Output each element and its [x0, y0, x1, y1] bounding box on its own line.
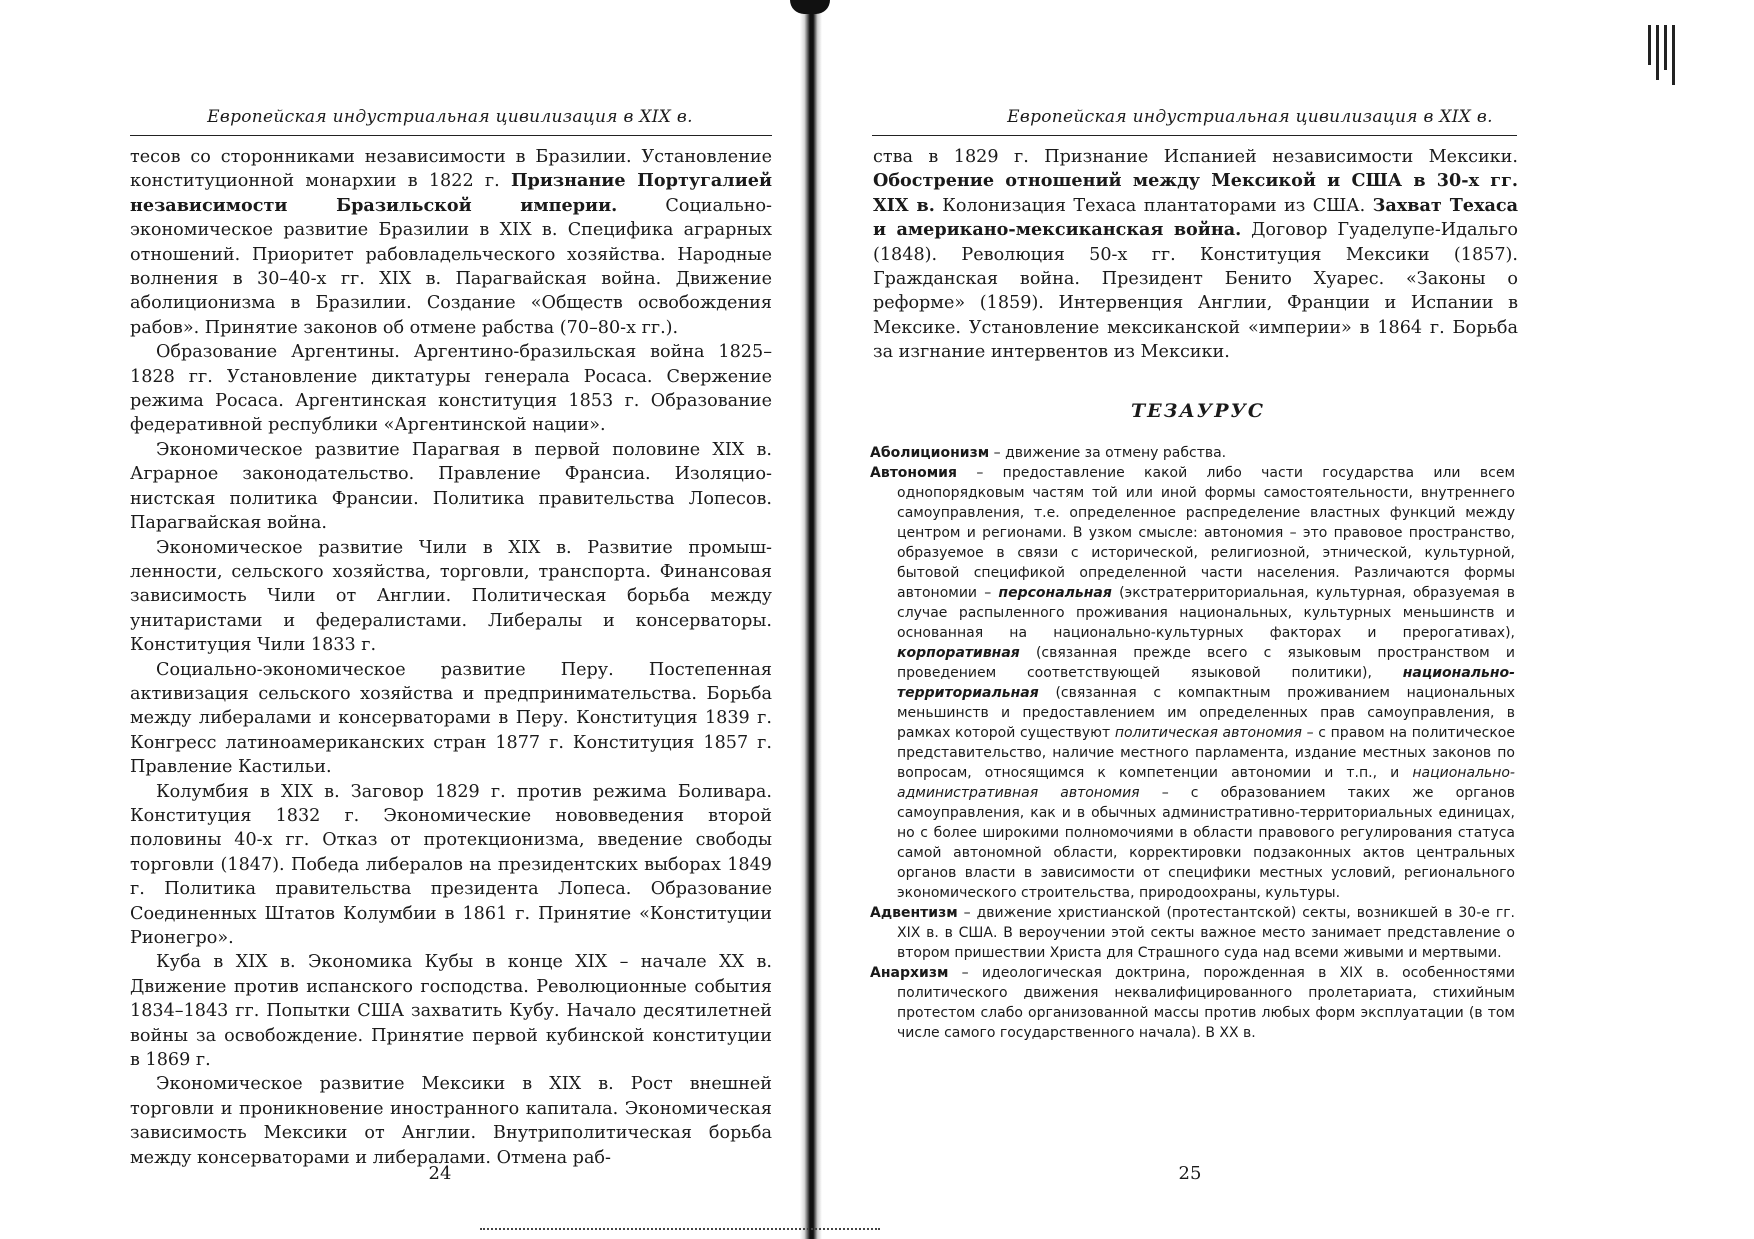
entry-definition: – идеологическая доктрина, порожденная в XIX в. особенностями политического движения неквалифицированного пролетариата, стихийным протестом слабо организованной массы против любых форм эксплуатации (в том числе самого государственного начала). В XX в.: [897, 965, 1515, 1041]
thesaurus-entries: [870, 443, 1515, 1043]
header-rule: [130, 135, 772, 136]
text-span: ства в 1829 г. Признание Испанией независимости Мексики.: [873, 147, 1518, 167]
scan-artifact: [1672, 25, 1675, 85]
entry-term: Адвентизм: [870, 905, 958, 921]
bold-span: Признание Португалией независимости Бразильской империи.: [130, 170, 772, 216]
entry-term: Анархизм: [870, 965, 949, 981]
paragraph-argentina: Образование Аргентины. Аргентино-бразильская война 1825–1828 гг. Установление диктатуры генерала Росаса. Свержение режима Росаса. Аргентинская конституция 1853 г. Образование федеративной республики «Аргентинской нации».: [130, 342, 772, 436]
entry-term: Автономия: [870, 465, 957, 481]
entry-definition: – с образованием таких же органов самоуправления, как и в обычных административно-территориальных единицах, но с более широкими полномочиями в области правового регулирования статуса самой автономной области, корректировки подзаконных актов центральных органов власти в зависимости от специфики местных условий, регионального экономического строительства, природоохраны, культуры.: [897, 785, 1515, 901]
paragraph-colombia: Колумбия в XIX в. Заговор 1829 г. против режима Боливара. Конституция 1832 г. Экономические нововведения второй половины 40-х гг. Отказ от протекционизма, введение свободы торговли (1847). Победа либералов на президентских выборах 1849 г. Политика правительства президента Лопеса. Образование Соединенных Штатов Колумбии в 1861 г. Принятие «Конституции Рионегро».: [130, 781, 772, 948]
scan-artifact: [1664, 25, 1667, 70]
emphasis-term: национально-территориальная: [897, 665, 1515, 701]
page-number: 24: [428, 1163, 452, 1184]
italic-term: национально-административная автономия: [897, 765, 1515, 801]
text-span: Договор Гуаделупе-Идальго (1848). Революция 50-х гг. Конституция Мексики (1857). Гражданская война. Президент Бенито Хуарес. «Законы о реформе» (1859). Интервенция Англии, Франции и Испании в Мексике. Установление мексиканской «империи» в 1864 г. Борьба за изгнание интервентов из Мексики.: [873, 220, 1518, 363]
italic-term: политическая автономия: [1114, 725, 1302, 741]
header-rule: [872, 135, 1517, 136]
running-head: Европейская индустриальная цивилизация в XIX в.: [207, 107, 693, 127]
paragraph-chile: Экономическое развитие Чили в XIX в. Развитие промышленности, сельского хозяйства, торговли, транспорта. Финансовая зависимость Чили от Англии. Политическая борьба между унитаристами и федералистами. Либералы и консерваторы. Конституция Чили 1833 г.: [130, 537, 772, 656]
entry-definition: – с правом на политическое представительство, наличие местного парламента, издание местных законов по вопросам, относящимся к компетенции автономии и т.п., и: [897, 725, 1515, 781]
paragraph-peru: Социально-экономическое развитие Перу. Постепенная активизация сельского хозяйства и предпринимательства. Борьба между либералами и консерваторами в Перу. Конституция 1839 г. Конгресс латиноамериканских стран 1877 г. Конституция 1857 г. Правление Кастильи.: [130, 659, 772, 778]
left-body-text: [130, 145, 772, 1170]
book-gutter: [800, 0, 822, 1239]
entry-definition: – предоставление какой либо части государства или всем однопорядковым частям той или иной формы самостоятельности, внутреннего самоуправления, т.е. определенное распределение властных функций между центром и регионами. В узком смысле: автономия – это правовое пространство, образуемое в связи с исторической, религиозной, этнической, культурной, бытовой спецификой определенной части населения. Различаются формы автономии –: [897, 465, 1515, 601]
bold-span: Захват Техаса и американо-мексиканская война.: [873, 194, 1518, 241]
right-body-text: [873, 145, 1518, 365]
left-page: [0, 0, 800, 1239]
page-number: 25: [1178, 1163, 1202, 1184]
entry-definition: (экстратерриториальная, культурная, образуемая в случае распыленного проживания национальных, культурных меньшинств и основанная на национально-культурных факторах и прерогативах),: [897, 585, 1515, 641]
entry-anarchism: [870, 963, 1515, 1043]
entry-definition: – движение за отмену рабства.: [989, 445, 1227, 461]
scan-artifact: [1656, 25, 1659, 80]
entry-abolition: [870, 443, 1515, 463]
paragraph-paraguay: Экономическое развитие Парагвая в первой половине XIX в. Аграрное законодательство. Правление Франсиа. Изоляционистская политика Франсии. Политика правительства Лопесов. Парагвайская война.: [130, 439, 772, 534]
text-span: Колонизация Техаса плантаторами из США.: [934, 195, 1373, 216]
paragraph-mexico: Экономическое развитие Мексики в XIX в. Рост внешней торговли и проникновение иностранного капитала. Экономическая зависимость Мексики от Англии. Внутриполитическая борьба между консерваторами и либералами. Отмена раб-: [130, 1074, 772, 1168]
running-head: Европейская индустриальная цивилизация в XIX в.: [1007, 107, 1493, 127]
scan-artifact: [1648, 25, 1651, 65]
text-span: тесов со сторонниками независимости в Бразилии. Установление конституционной монархии в 1822 г.: [130, 147, 772, 192]
text-span: Социально-экономическое развитие Бразилии в XIX в. Специфика аграрных отношений. Приоритет рабовладельческого хозяйства. Народные волнения в 30–40-х гг. XIX в. Парагвайская война. Движение аболиционизма в Бразилии. Создание «Обществ освобождения рабов». Принятие законов об отмене рабства (70–80-х гг.).: [130, 195, 772, 338]
entry-definition: – движение христианской (протестантской) секты, возникшей в 30-е гг. XIX в. в США. В вероучении этой секты важное место занимает представление о втором пришествии Христа для Страшного суда над всеми живыми и мертвыми.: [897, 905, 1515, 961]
entry-definition: (связанная с компактным проживанием национальных меньшинств и предоставлением им определенных прав самоуправления, в рамках которой существуют: [897, 685, 1515, 741]
emphasis-term: персональная: [998, 585, 1112, 601]
entry-term: Аболиционизм: [870, 445, 990, 461]
entry-autonomy: [870, 463, 1515, 903]
emphasis-term: корпоративная: [897, 645, 1020, 661]
paragraph-brazil: [130, 145, 772, 340]
scan-edge: [1630, 0, 1754, 1239]
thesaurus-heading: ТЕЗАУРУС: [1131, 400, 1266, 422]
entry-adventism: [870, 903, 1515, 963]
paragraph-mexico-cont: [873, 145, 1518, 365]
entry-definition: (связанная прежде всего с языковым пространством и проведением соответствующей языковой политики),: [897, 645, 1515, 681]
paragraph-cuba: Куба в XIX в. Экономика Кубы в конце XIX – начале XX в. Движение против испанского господства. Революционные события 1834–1843 гг. Попытки США захватить Кубу. Начало десятилетней войны за освобождение. Принятие первой кубинской конституции в 1869 г.: [130, 952, 772, 1071]
bold-span: Обострение отношений между Мексикой и США в 30-х гг. XIX в.: [873, 170, 1518, 216]
scan-artifact: [480, 1228, 880, 1232]
